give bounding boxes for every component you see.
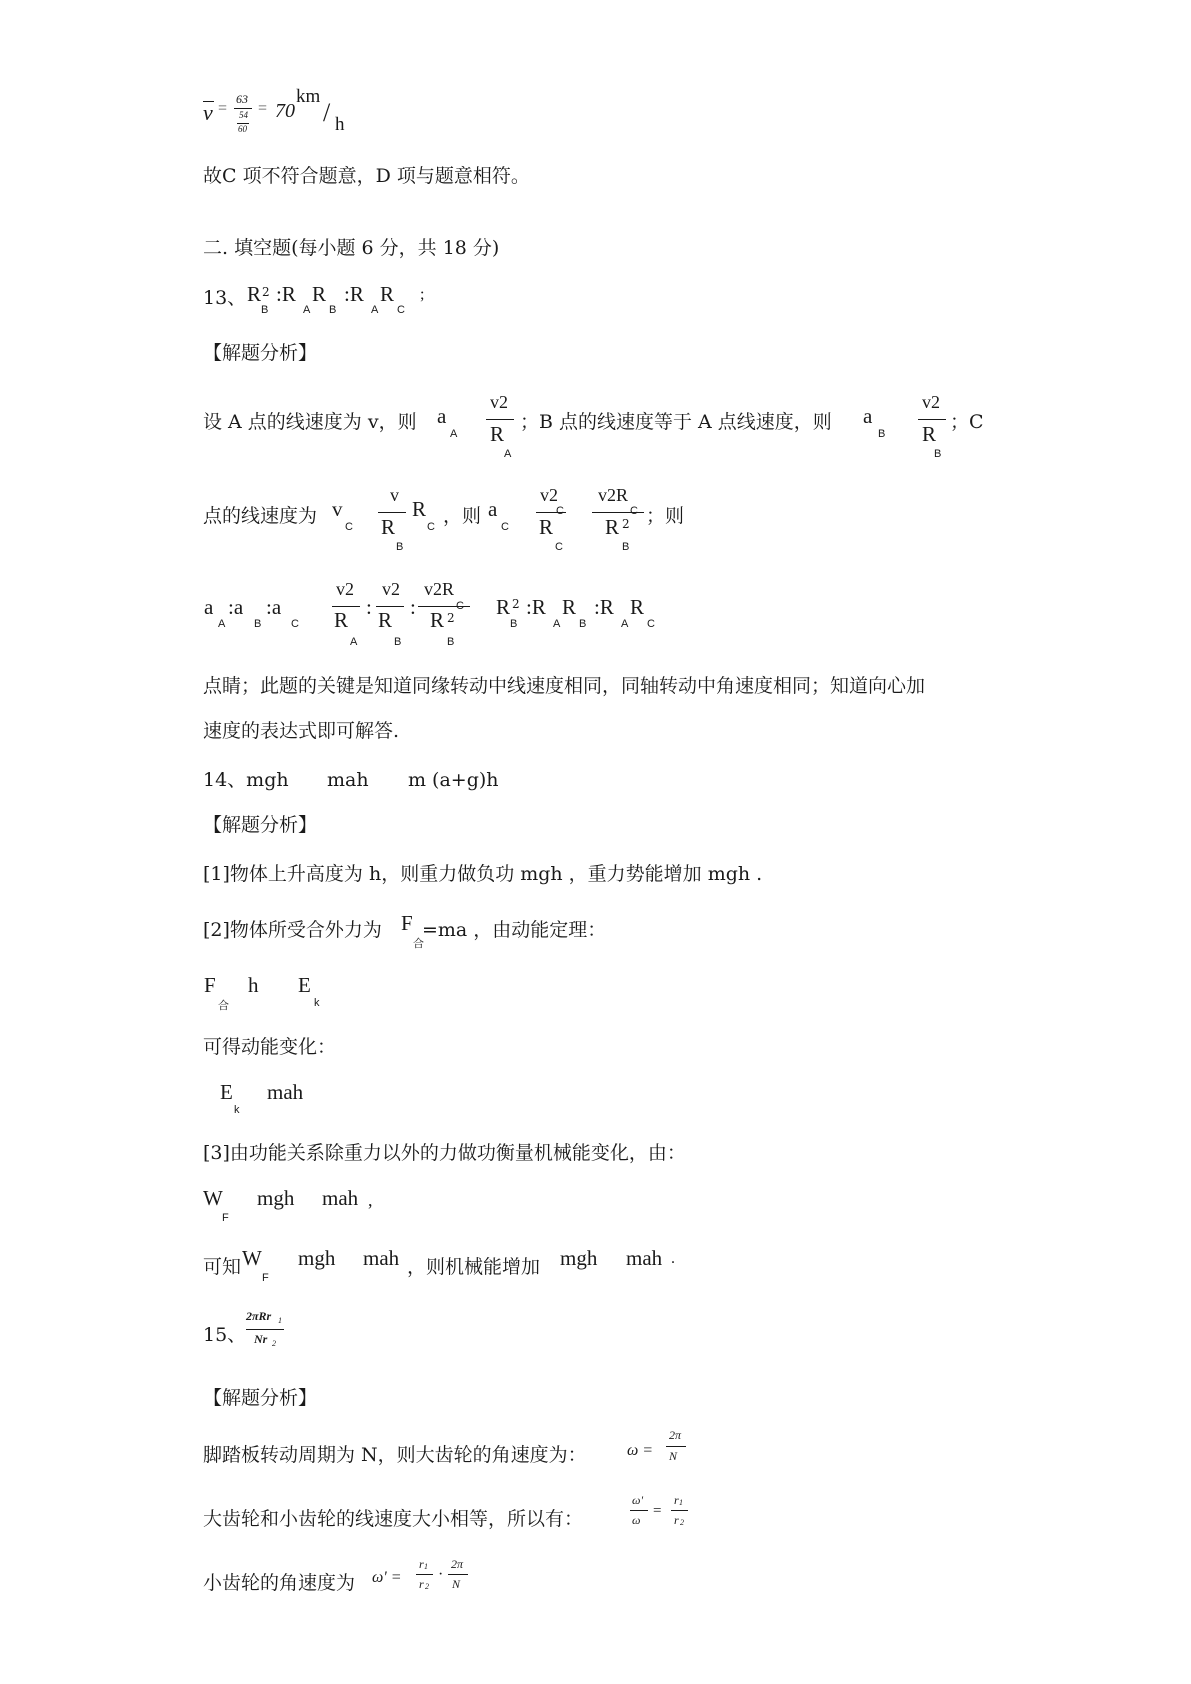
frac-den-3: R bbox=[605, 515, 620, 539]
sub-a: A bbox=[450, 428, 458, 440]
text-b: ，则机械能增加 bbox=[407, 1256, 541, 1278]
frac1-num: v2 bbox=[336, 579, 354, 599]
omega-eq: ω' = bbox=[372, 1569, 402, 1586]
mah: mah bbox=[267, 1080, 304, 1104]
sub-c2: C bbox=[427, 521, 435, 533]
bar2 bbox=[448, 1574, 468, 1575]
text-a: 点的线速度为 bbox=[203, 505, 318, 527]
frac1-sub: A bbox=[350, 636, 358, 648]
sub-b: B bbox=[878, 428, 886, 440]
key-point-line1: 点睛；此题的关键是知道同缘转动中线速度相同，同轴转动中角速度相同；知道向心加 bbox=[203, 675, 926, 697]
eq: = bbox=[653, 1503, 662, 1519]
unit-h: h bbox=[335, 114, 345, 135]
value-70: 70 bbox=[275, 100, 295, 122]
r-sq: 2 bbox=[512, 597, 520, 611]
den-sub-b: B bbox=[934, 448, 942, 460]
section-heading-fill-blank: 二. 填空题(每小题 6 分，共 18 分) bbox=[203, 237, 500, 259]
analysis-label-2: 【解题分析】 bbox=[203, 814, 318, 836]
den-sub-3: B bbox=[622, 541, 630, 553]
q15-number: 15、 bbox=[203, 1324, 247, 1346]
analysis-label-1: 【解题分析】 bbox=[203, 342, 318, 364]
frac-den-2: R bbox=[539, 515, 554, 539]
e: E bbox=[220, 1080, 233, 1104]
frac3-strike-c: C bbox=[456, 600, 464, 612]
a1: a bbox=[204, 595, 214, 619]
sq: 2 bbox=[262, 285, 270, 299]
text-b: ，则 bbox=[443, 505, 482, 527]
q14-answer3: m (a+g)h bbox=[408, 769, 499, 791]
num: 2πRr bbox=[246, 1309, 272, 1323]
frac-den: R bbox=[490, 422, 505, 446]
bar bbox=[666, 1446, 686, 1447]
strike-c: C bbox=[556, 505, 564, 517]
r-ratio2: :R bbox=[594, 595, 614, 619]
mah-2: mah bbox=[626, 1246, 663, 1270]
f-sub: 合 bbox=[413, 938, 424, 950]
sub-a: A bbox=[218, 618, 226, 630]
frac3-sub: B bbox=[447, 636, 455, 648]
frac2-num: v2 bbox=[382, 579, 400, 599]
r-sub-a2: A bbox=[621, 618, 629, 630]
a-sym-b: a bbox=[863, 404, 873, 428]
text-a: 设 A 点的线速度为 v，则 bbox=[203, 411, 417, 433]
frac-bar-2 bbox=[536, 512, 566, 513]
r-ratio1: :R bbox=[526, 595, 546, 619]
f: F bbox=[204, 973, 216, 997]
colon1: : bbox=[366, 595, 372, 619]
rbs: 2 bbox=[680, 1518, 684, 1527]
a-sym: a bbox=[437, 404, 447, 428]
top: 2π bbox=[451, 1557, 464, 1571]
r-c: R bbox=[380, 282, 395, 306]
rts: 1 bbox=[679, 1498, 683, 1507]
den-sub: B bbox=[396, 541, 404, 553]
unit-km: km bbox=[296, 86, 321, 107]
sub-ac: C bbox=[501, 521, 509, 533]
frac-num: v2 bbox=[490, 392, 508, 412]
num-sub: 1 bbox=[278, 1316, 282, 1325]
mgh: mgh bbox=[257, 1186, 295, 1210]
frac1-den: R bbox=[334, 608, 349, 632]
rt: r bbox=[419, 1557, 424, 1571]
wt: ω' bbox=[632, 1493, 644, 1507]
frac3-sq: 2 bbox=[447, 611, 455, 625]
bar1 bbox=[416, 1574, 433, 1575]
v-sym: v bbox=[332, 497, 343, 521]
r-b2: R bbox=[312, 282, 327, 306]
bot: N bbox=[669, 1449, 678, 1463]
den-54: 54 bbox=[239, 110, 248, 120]
w: W bbox=[203, 1186, 223, 1210]
den-sub-2: C bbox=[555, 541, 563, 553]
w: W bbox=[242, 1246, 262, 1270]
num-63: 63 bbox=[236, 92, 248, 106]
frac3-den: R bbox=[430, 608, 445, 632]
eq-sign-2: = bbox=[258, 100, 268, 117]
semicolon: ; bbox=[420, 286, 425, 303]
conclusion-cd: 故C 项不符合题意，D 项与题意相符。 bbox=[203, 165, 530, 187]
text: 脚踏板转动周期为 N，则大齿轮的角速度为： bbox=[203, 1444, 587, 1466]
sub-c: C bbox=[291, 618, 299, 630]
a-sym: a bbox=[488, 497, 498, 521]
f-sub: 合 bbox=[218, 1000, 229, 1012]
text-a: [2]物体所受合外力为 bbox=[203, 919, 382, 941]
ratio-ra: :R bbox=[276, 282, 296, 306]
frac-bar bbox=[486, 419, 514, 420]
w-sub: F bbox=[262, 1272, 269, 1284]
frac-num: v bbox=[390, 485, 399, 505]
wb: ω bbox=[632, 1513, 641, 1527]
f-sym: F bbox=[401, 911, 413, 935]
frac-bar-3 bbox=[592, 512, 644, 513]
r-sub-c: C bbox=[647, 618, 655, 630]
frac-num-3: v2R bbox=[598, 485, 629, 505]
strike-c2: C bbox=[630, 505, 638, 517]
frac3-bar bbox=[418, 606, 470, 607]
text-c: ；则 bbox=[646, 505, 685, 527]
q14-step1: [1]物体上升高度为 h，则重力做负功 mgh ，重力势能增加 mgh . bbox=[203, 863, 763, 885]
r-b: R bbox=[496, 595, 511, 619]
q14-answer2: mah bbox=[327, 769, 369, 791]
text-a: 可知 bbox=[203, 1256, 242, 1278]
frac-bar bbox=[246, 1329, 284, 1330]
w-sub: F bbox=[222, 1212, 229, 1224]
ratio-a2: :a bbox=[228, 595, 244, 619]
frac-num-2: v2 bbox=[540, 485, 558, 505]
bot: N bbox=[452, 1577, 461, 1591]
q14-number-answer1: 14、mgh bbox=[203, 769, 289, 791]
frac-bar bbox=[234, 108, 252, 109]
r-b2: R bbox=[562, 595, 577, 619]
mgh-2: mgh bbox=[560, 1246, 598, 1270]
text: 大齿轮和小齿轮的线速度大小相等，所以有： bbox=[203, 1508, 584, 1530]
frac-bar bbox=[378, 512, 406, 513]
frac-bar-b bbox=[918, 419, 946, 420]
dot: · bbox=[438, 1566, 444, 1583]
den-sub: 2 bbox=[272, 1339, 276, 1348]
colon2: : bbox=[410, 595, 416, 619]
e-sub: k bbox=[234, 1104, 240, 1116]
sub-c: C bbox=[397, 304, 405, 316]
r-sub-b2: B bbox=[579, 618, 587, 630]
text-b: =ma ，由动能定理： bbox=[422, 919, 607, 941]
rbs: 2 bbox=[425, 1582, 429, 1591]
r-sub-b: B bbox=[510, 618, 518, 630]
bar1 bbox=[630, 1510, 648, 1511]
sub-a2: A bbox=[371, 304, 379, 316]
omega-eq: ω = bbox=[627, 1442, 654, 1459]
top: 2π bbox=[669, 1428, 682, 1442]
frac-den: R bbox=[381, 515, 396, 539]
frac2-sub: B bbox=[394, 636, 402, 648]
comma: , bbox=[368, 1190, 373, 1210]
sub-b: B bbox=[261, 304, 269, 316]
den-sub: A bbox=[504, 448, 512, 460]
sub-c: C bbox=[345, 521, 353, 533]
q14-step3: 可得动能变化： bbox=[203, 1036, 337, 1058]
text-c: ；C bbox=[950, 411, 984, 433]
ratio-ra2: :R bbox=[344, 282, 364, 306]
analysis-label-3: 【解题分析】 bbox=[203, 1387, 318, 1409]
frac1-bar bbox=[332, 606, 360, 607]
eq-sign: = bbox=[218, 100, 228, 117]
h: h bbox=[248, 973, 259, 997]
sub-a: A bbox=[303, 304, 311, 316]
text: 小齿轮的角速度为 bbox=[203, 1572, 356, 1594]
sub-b: B bbox=[254, 618, 262, 630]
frac-den-b: R bbox=[922, 422, 937, 446]
mgh: mgh bbox=[298, 1246, 336, 1270]
r-c: R bbox=[630, 595, 645, 619]
e: E bbox=[298, 973, 311, 997]
frac2-den: R bbox=[378, 608, 393, 632]
frac-num-b: v2 bbox=[922, 392, 940, 412]
period: . bbox=[671, 1250, 675, 1267]
q14-step4: [3]由功能关系除重力以外的力做功衡量机械能变化，由： bbox=[203, 1142, 686, 1164]
sub-b2: B bbox=[329, 304, 337, 316]
bar2 bbox=[671, 1510, 688, 1511]
text-b: ；B 点的线速度等于 A 点线速度，则 bbox=[520, 411, 832, 433]
frac2-bar bbox=[376, 606, 404, 607]
den-60: 60 bbox=[238, 124, 247, 134]
mah: mah bbox=[363, 1246, 400, 1270]
rb: r bbox=[419, 1577, 424, 1591]
v-overbar bbox=[203, 101, 214, 102]
r-b: R bbox=[247, 282, 262, 306]
frac3-num: v2R bbox=[424, 579, 455, 599]
den-sq: 2 bbox=[622, 517, 630, 531]
den: Nr bbox=[254, 1332, 268, 1346]
unit-slash: / bbox=[323, 98, 331, 127]
mah: mah bbox=[322, 1186, 359, 1210]
ratio-a3: :a bbox=[266, 595, 282, 619]
q13-number: 13、 bbox=[203, 287, 247, 309]
rts: 1 bbox=[424, 1562, 428, 1571]
e-sub: k bbox=[314, 997, 320, 1009]
r-sub-a: A bbox=[553, 618, 561, 630]
v-symbol: v bbox=[203, 100, 213, 125]
rt: r bbox=[674, 1493, 679, 1507]
r-c: R bbox=[412, 497, 427, 521]
key-point-line2: 速度的表达式即可解答. bbox=[203, 720, 400, 742]
rb: r bbox=[674, 1513, 679, 1527]
